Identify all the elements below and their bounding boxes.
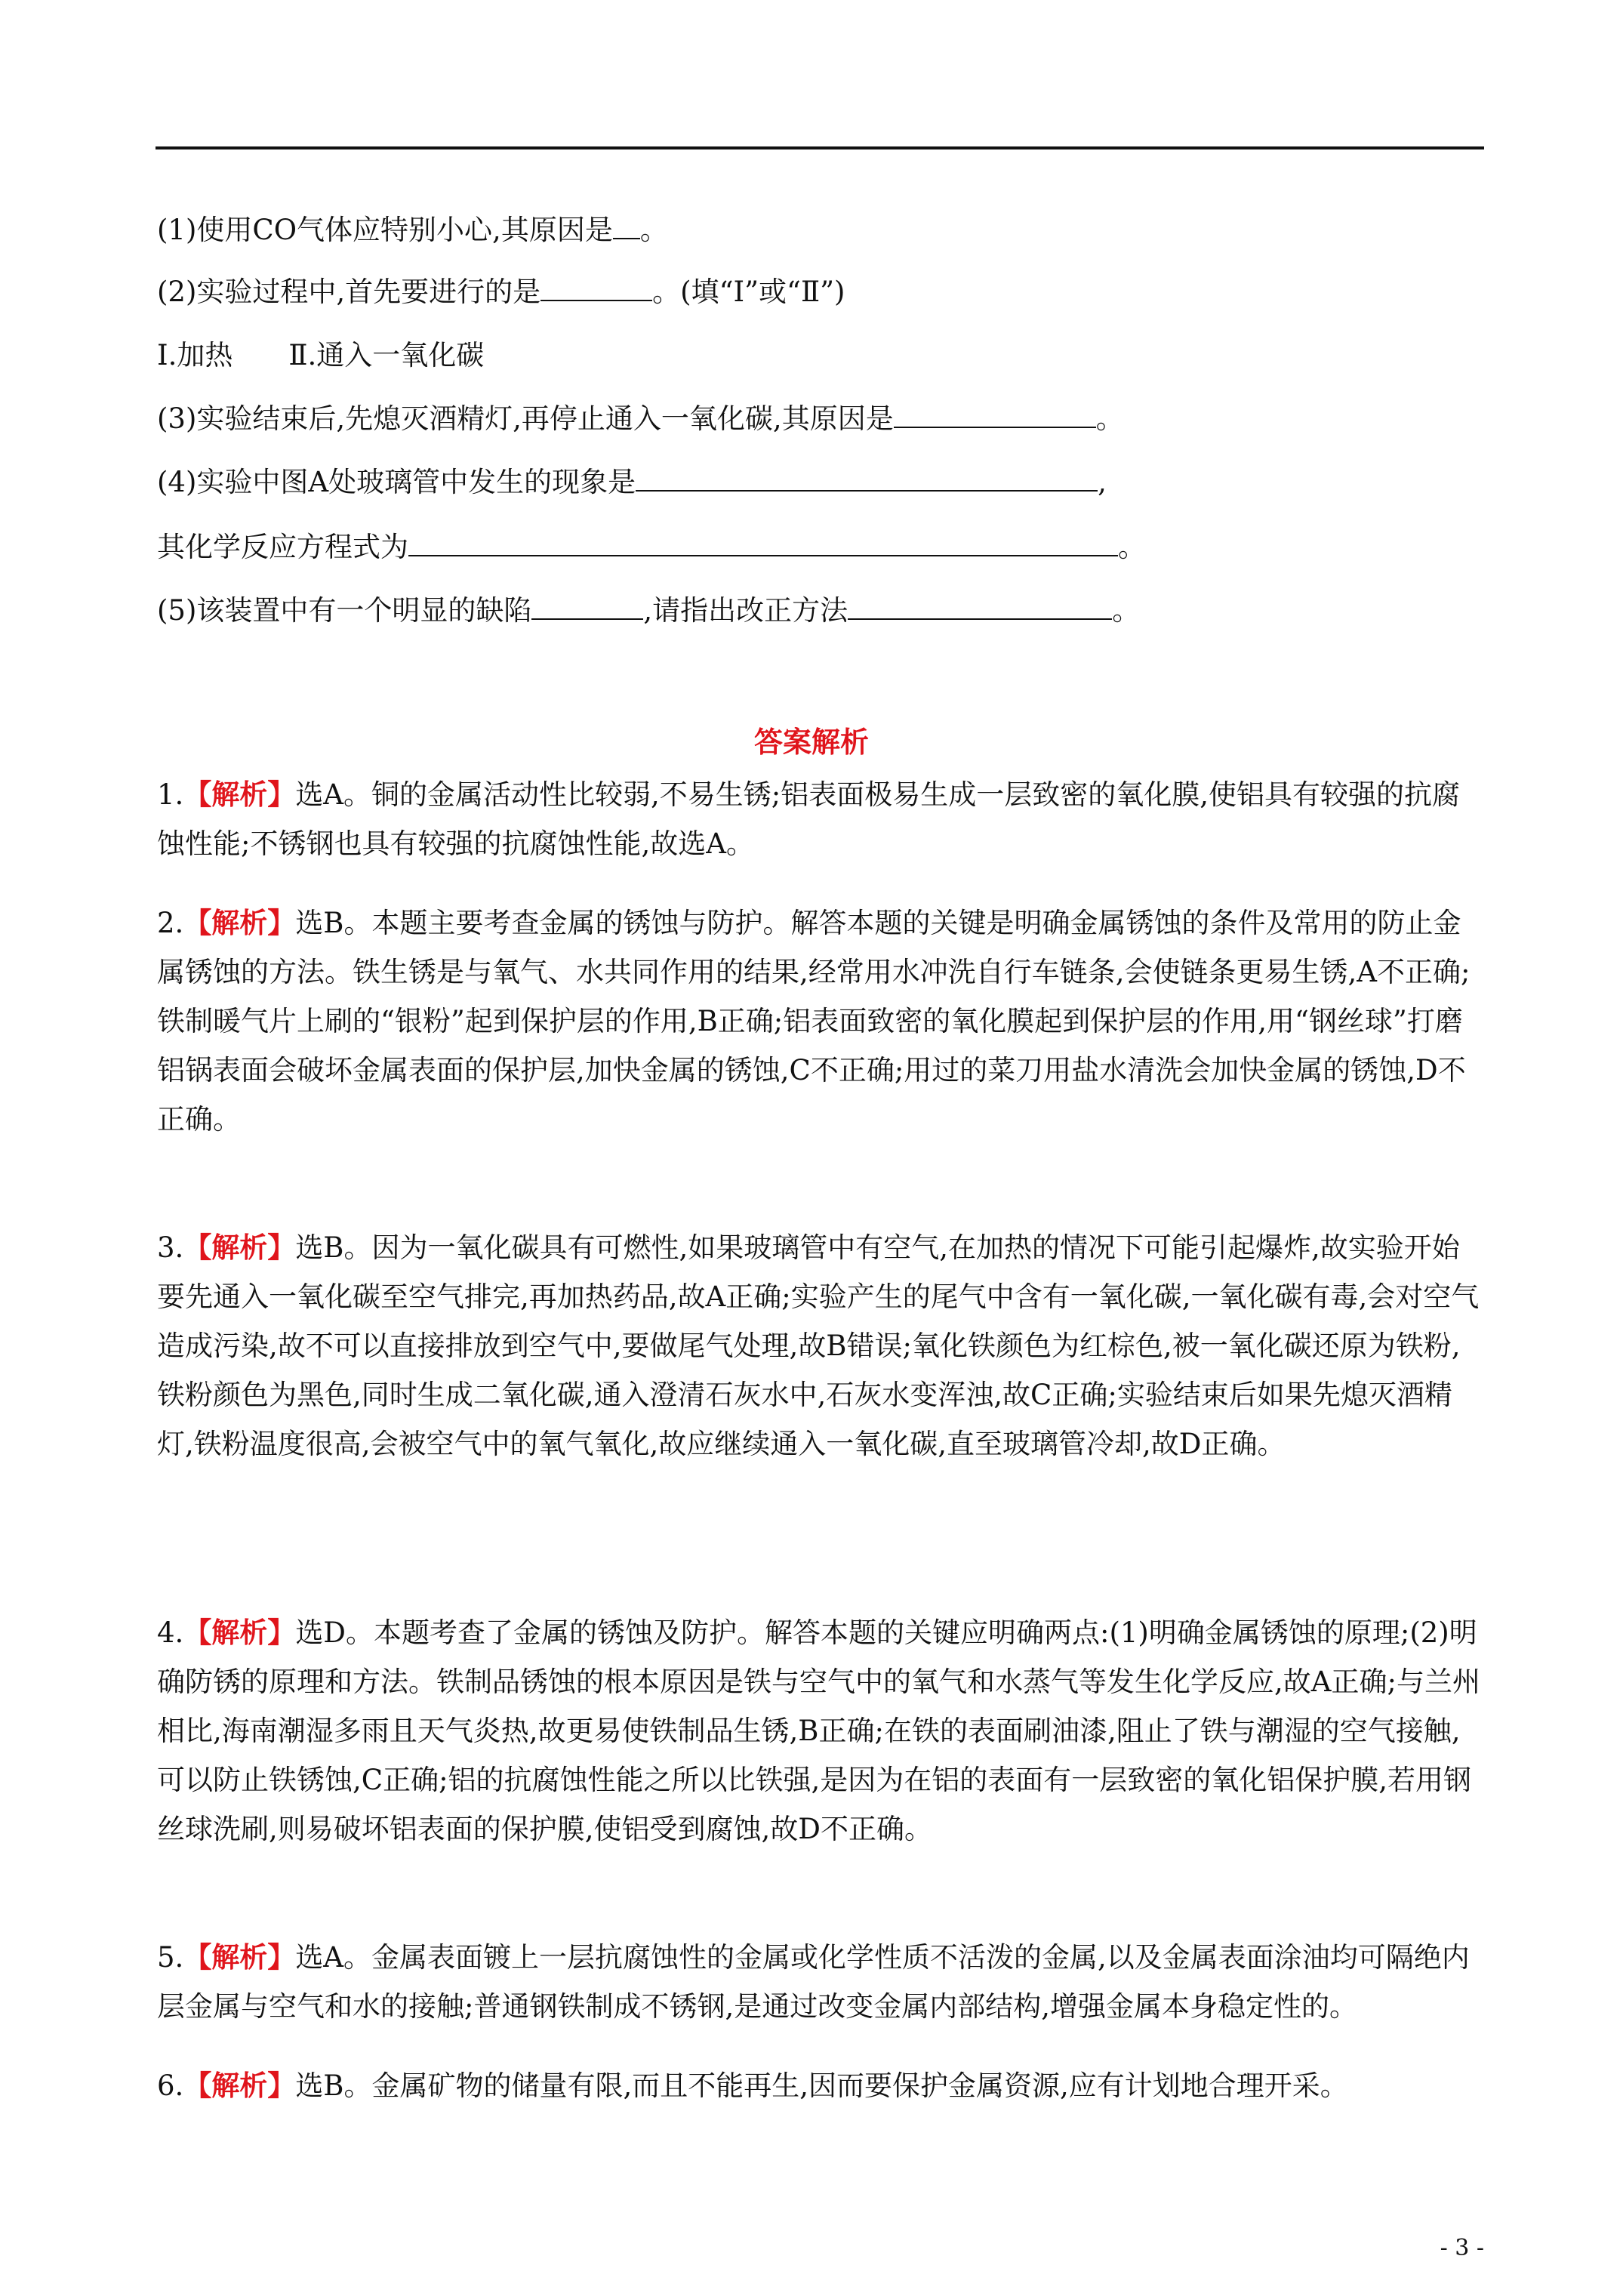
analysis-tag: 【解析】 <box>183 906 296 939</box>
answer-blank[interactable] <box>894 401 1096 428</box>
answer-item-4: 4.【解析】选D。本题考查了金属的锈蚀及防护。解答本题的关键应明确两点:(1)明确金属锈蚀的原理;(2)明确防锈的原理和方法。铁制品锈蚀的根本原因是铁与空气中的氧气和水蒸气等发生化学反应,故A正确;与兰州相比,海南潮湿多雨且天气炎热,故更易使铁制品生锈,B正确;在铁的表面刷油漆,阻止了铁与潮湿的空气接触,可以防止铁锈蚀,C正确;铝的抗腐蚀性能之所以比铁强,是因为在铝的表面有一层致密的氧化铝保护膜,若用钢丝球洗刷,则易破坏铝表面的保护膜,使铝受到腐蚀,故D不正确。 <box>157 1616 1480 1845</box>
answer-item-2: 2.【解析】选B。本题主要考查金属的锈蚀与防护。解答本题的关键是明确金属锈蚀的条件及常用的防止金属锈蚀的方法。铁生锈是与氧气、水共同作用的结果,经常用水冲洗自行车链条,会使链条更易生锈,A不正确;铁制暖气片上刷的“银粉”起到保护层的作用,B正确;铝表面致密的氧化膜起到保护层的作用,用“钢丝球”打磨铝锅表面会破坏金属表面的保护层,加快金属的锈蚀,C不正确;用过的菜刀用盐水清洗会加快金属的锈蚀,D不正确。 <box>157 906 1471 1136</box>
answer-blank[interactable] <box>636 464 1098 492</box>
page-number: - 3 - <box>1440 2235 1484 2261</box>
answer-blank[interactable] <box>540 274 652 301</box>
answer-blank[interactable] <box>848 593 1112 620</box>
analysis-tag: 【解析】 <box>183 1231 296 1264</box>
header-rule <box>156 146 1484 149</box>
answer-item-5: 5.【解析】选A。金属表面镀上一层抗腐蚀性的金属或化学性质不活泼的金属,以及金属表面涂油均可隔绝内层金属与空气和水的接触;普通钢铁制成不锈钢,是通过改变金属内部结构,增强金属本身稳定性的。 <box>157 1940 1470 2023</box>
answer-item-6: 6.【解析】选B。金属矿物的储量有限,而且不能再生,因而要保护金属资源,应有计划地合理开采。 <box>157 2069 1348 2102</box>
question-4-equation: 其化学反应方程式为 。 <box>157 531 1146 563</box>
answer-section-title: 答案解析 <box>753 725 869 759</box>
question-4: (4)实验中图A处玻璃管中发生的现象是 , <box>157 466 1107 498</box>
analysis-tag: 【解析】 <box>183 778 296 811</box>
question-1: (1)使用CO气体应特别小心,其原因是 。 <box>157 214 668 246</box>
analysis-tag: 【解析】 <box>183 1940 296 1974</box>
analysis-tag: 【解析】 <box>183 1616 296 1649</box>
question-5: (5)该装置中有一个明显的缺陷 ,请指出改正方法 。 <box>157 594 1141 627</box>
analysis-tag: 【解析】 <box>183 2069 296 2102</box>
answer-blank[interactable] <box>408 529 1118 556</box>
answer-item-3: 3.【解析】选B。因为一氧化碳具有可燃性,如果玻璃管中有空气,在加热的情况下可能引起爆炸,故实验开始要先通入一氧化碳至空气排完,再加热药品,故A正确;实验产生的尾气中含有一氧化碳,一氧化碳有毒,会对空气造成污染,故不可以直接排放到空气中,要做尾气处理,故B错误;氧化铁颜色为红棕色,被一氧化碳还原为铁粉,铁粉颜色为黑色,同时生成二氧化碳,通入澄清石灰水中,石灰水变浑浊,故C正确;实验结束后如果先熄灭酒精灯,铁粉温度很高,会被空气中的氧气氧化,故应继续通入一氧化碳,直至玻璃管冷却,故D正确。 <box>157 1231 1480 1460</box>
answer-blank[interactable] <box>613 212 640 239</box>
question-3: (3)实验结束后,先熄灭酒精灯,再停止通入一氧化碳,其原因是 。 <box>157 402 1124 435</box>
answer-blank[interactable] <box>531 593 643 620</box>
answer-item-1: 1.【解析】选A。铜的金属活动性比较弱,不易生锈;铝表面极易生成一层致密的氧化膜,使铝具有较强的抗腐蚀性能;不锈钢也具有较强的抗腐蚀性能,故选A。 <box>157 778 1461 860</box>
question-2-options: Ⅰ.加热 Ⅱ.通入一氧化碳 <box>157 339 485 371</box>
question-2: (2)实验过程中,首先要进行的是 。(填“Ⅰ”或“Ⅱ”) <box>157 276 845 308</box>
